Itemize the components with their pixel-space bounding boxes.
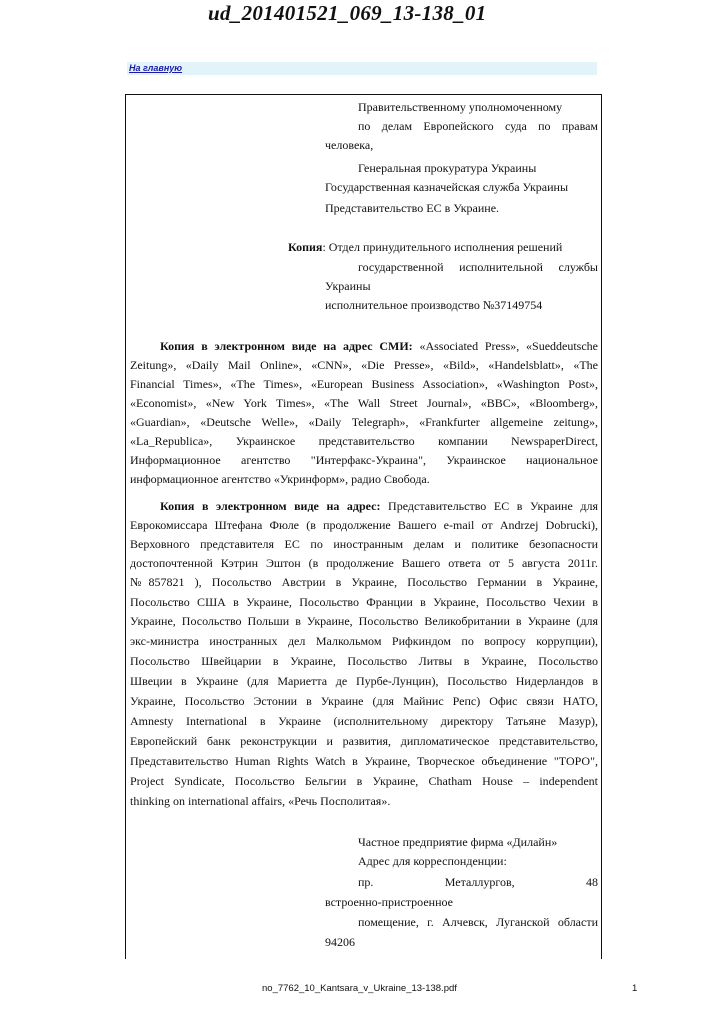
copy-line: Украины [325, 279, 371, 293]
recipient-line: по делам Европейского суда по правам [358, 119, 598, 133]
recipient-line: Правительственному уполномоченному [358, 100, 563, 114]
email-copy-line: Project Syndicate, Посольство Бельгии в Украине, Chatham House – independent [130, 774, 598, 788]
copy-line [288, 238, 562, 257]
copy-label: Копия [288, 240, 323, 254]
sender-line: помещение, г. Алчевск, Луганской области [358, 915, 598, 929]
recipient-line: Государственная казначейская служба Украины [325, 180, 569, 194]
email-copy-line: экс-министра иностранных дел Малкольмом Рифкиндом по вопросу коррупции), [130, 634, 598, 648]
media-copy-line: «Guardian», «Deutsche Welle», «Daily Telegraph», «Frankfurter allgemeine zeitung», [130, 415, 598, 429]
email-copy-line: thinking on international affairs, «Речь Посполитая». [130, 794, 391, 808]
email-copy-line: Представительство Human Rights Watch в Украине, Творческое объединение "ТОРО", [130, 754, 598, 768]
email-copy-line: Посольство Швейцарии в Украине, Посольство Литвы в Украине, Посольство [130, 654, 598, 668]
email-copy-line: Европейский банк реконструкции и развития, дипломатическое представительство, [130, 734, 598, 748]
email-copy-line: №857821 ), Посольство Австрии в Украине, Посольство Германии в Украине, [130, 575, 598, 589]
sender-line: 94206 [325, 935, 355, 949]
recipient-line: Представительство ЕС в Украине. [325, 201, 500, 215]
media-copy-line: «Economist», «New York Times», «The Wall Street Journal», «BBC», «Bloomberg», [130, 396, 598, 410]
document-title: ud_201401521_069_13-138_01 [208, 1, 487, 25]
email-copy-line: Посольство США в Украине, Посольство Франции в Украине, Посольство Чехии в [130, 595, 598, 609]
nav-bar [127, 62, 597, 75]
media-copy-line: Информационное агентство "Интерфакс-Украина", Украинское национальное [130, 453, 598, 467]
sender-address-line: пр. Металлургов, 48 [358, 875, 598, 889]
email-copy-line: Копия в электронном виде на адрес: Представительство ЕС в Украине для [160, 499, 598, 513]
copy-text: : Отдел принудительного исполнения решений [322, 240, 563, 254]
media-copy-line: Zeitung», «Daily Mail Online», «CNN», «Die Presse», «Bild», «Handelsblatt», «The [130, 358, 598, 372]
email-copy-line: достопочтенной Кэтрин Эштон (в продолжение Вашего ответа от 5 августа 2011г. [130, 556, 598, 570]
sender-line: Частное предприятие фирма «Дилайн» [358, 835, 558, 849]
media-copy-line: Копия в электронном виде на адрес СМИ: «Associated Press», «Sueddeutsche [160, 339, 598, 353]
sender-line: встроенно-пристроенное [325, 895, 453, 909]
email-copy-line: Amnesty International в Украине (исполнительному директору Татьяне Мазур), [130, 714, 598, 728]
footer-filename: no_7762_10_Kantsara_v_Ukraine_13-138.pdf [262, 983, 457, 994]
media-copy-line: «La_Republica», Украинское представительство компании NewspaperDirect, [130, 434, 598, 448]
media-copy-label: Копия в электронном виде на адрес СМИ: [160, 339, 413, 353]
email-copy-line: Верховного представителя ЕС по иностранным делам и политике безопасности [130, 537, 598, 551]
email-copy-label: Копия в электронном виде на адрес: [160, 499, 381, 513]
media-copy-line: Financial Times», «The Times», «European Business Association», «Washington Post», [130, 377, 598, 391]
email-copy-line: Швеции в Украине (для Мариетта де Пурбе-Лунцин), Посольство Нидерландов в [130, 674, 598, 688]
media-copy-line: информационное агентство «Укринформ», радио Свобода. [130, 472, 430, 486]
email-copy-line: Еврокомиссара Штефана Фюле (в продолжение Вашего e-mail от Andrzej Dobrucki), [130, 518, 598, 532]
recipient-line: человека, [325, 138, 374, 152]
page-number: 1 [632, 983, 638, 994]
copy-line: исполнительное производство №37149754 [325, 298, 543, 312]
email-copy-line: Украине, Посольство Эстонии в Украине (для Майнис Репс) Офис связи НАТО, [130, 694, 598, 708]
recipient-line: Генеральная прокуратура Украины [358, 161, 537, 175]
home-link[interactable]: На главную [129, 63, 183, 73]
sender-line: Адрес для корреспонденции: [358, 854, 507, 868]
email-copy-line: Украине, Посольство Польши в Украине, Посольство Великобритании в Украине (для [130, 614, 598, 628]
copy-line: государственной исполнительной службы [358, 260, 598, 274]
